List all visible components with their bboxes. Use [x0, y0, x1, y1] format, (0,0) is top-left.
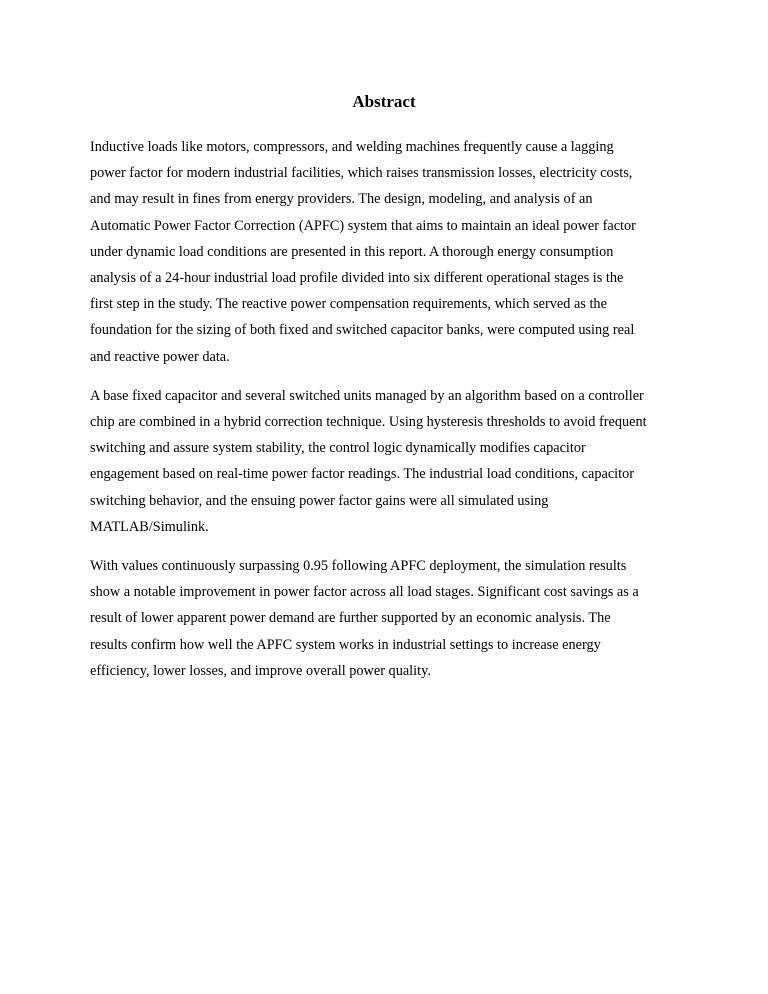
paragraph-line: result of lower apparent power demand are further supported by an economic analysis. The	[90, 610, 611, 627]
paragraph-line: under dynamic load conditions are presented in this report. A thorough energy consumption	[90, 243, 614, 260]
paragraph-line: engagement based on real-time power factor readings. The industrial load conditions, capacitor	[90, 466, 635, 483]
paragraph-line: first step in the study. The reactive power compensation requirements, which served as the	[90, 296, 607, 313]
paragraph-line: efficiency, lower losses, and improve overall power quality.	[90, 662, 431, 679]
paragraph-line: switching and assure system stability, the control logic dynamically modifies capacitor	[90, 440, 586, 457]
paragraph-line: and reactive power data.	[90, 348, 230, 365]
paragraph-line: foundation for the sizing of both fixed and switched capacitor banks, were computed using real	[90, 322, 635, 339]
abstract-paragraph-3	[90, 553, 676, 684]
paragraph-line: switching behavior, and the ensuing power factor gains were all simulated using	[90, 492, 549, 509]
abstract-heading: Abstract	[352, 92, 416, 111]
abstract-paragraph-1	[90, 134, 676, 370]
paragraph-line: A base fixed capacitor and several switched units managed by an algorithm based on a controller	[90, 387, 644, 404]
paragraph-line: Automatic Power Factor Correction (APFC) system that aims to maintain an ideal power factor	[90, 217, 636, 234]
paragraph-line: MATLAB/Simulink.	[90, 518, 209, 535]
paragraph-line: and may result in fines from energy providers. The design, modeling, and analysis of an	[90, 191, 593, 208]
paragraph-line: Inductive loads like motors, compressors, and welding machines frequently cause a lagging	[90, 139, 614, 155]
paragraph-line: With values continuously surpassing 0.95 following APFC deployment, the simulation results	[90, 558, 627, 575]
paragraph-line: power factor for modern industrial facilities, which raises transmission losses, electricity costs,	[90, 165, 633, 182]
paragraph-line: chip are combined in a hybrid correction technique. Using hysteresis thresholds to avoid frequent	[90, 414, 647, 431]
paragraph-line: analysis of a 24-hour industrial load profile divided into six different operational stages is the	[90, 270, 624, 287]
paragraph-line: results confirm how well the APFC system works in industrial settings to increase energy	[90, 636, 601, 653]
paragraph-line: show a notable improvement in power factor across all load stages. Significant cost savings as a	[90, 584, 639, 601]
abstract-paragraph-2	[90, 383, 676, 540]
abstract-body	[90, 134, 676, 697]
